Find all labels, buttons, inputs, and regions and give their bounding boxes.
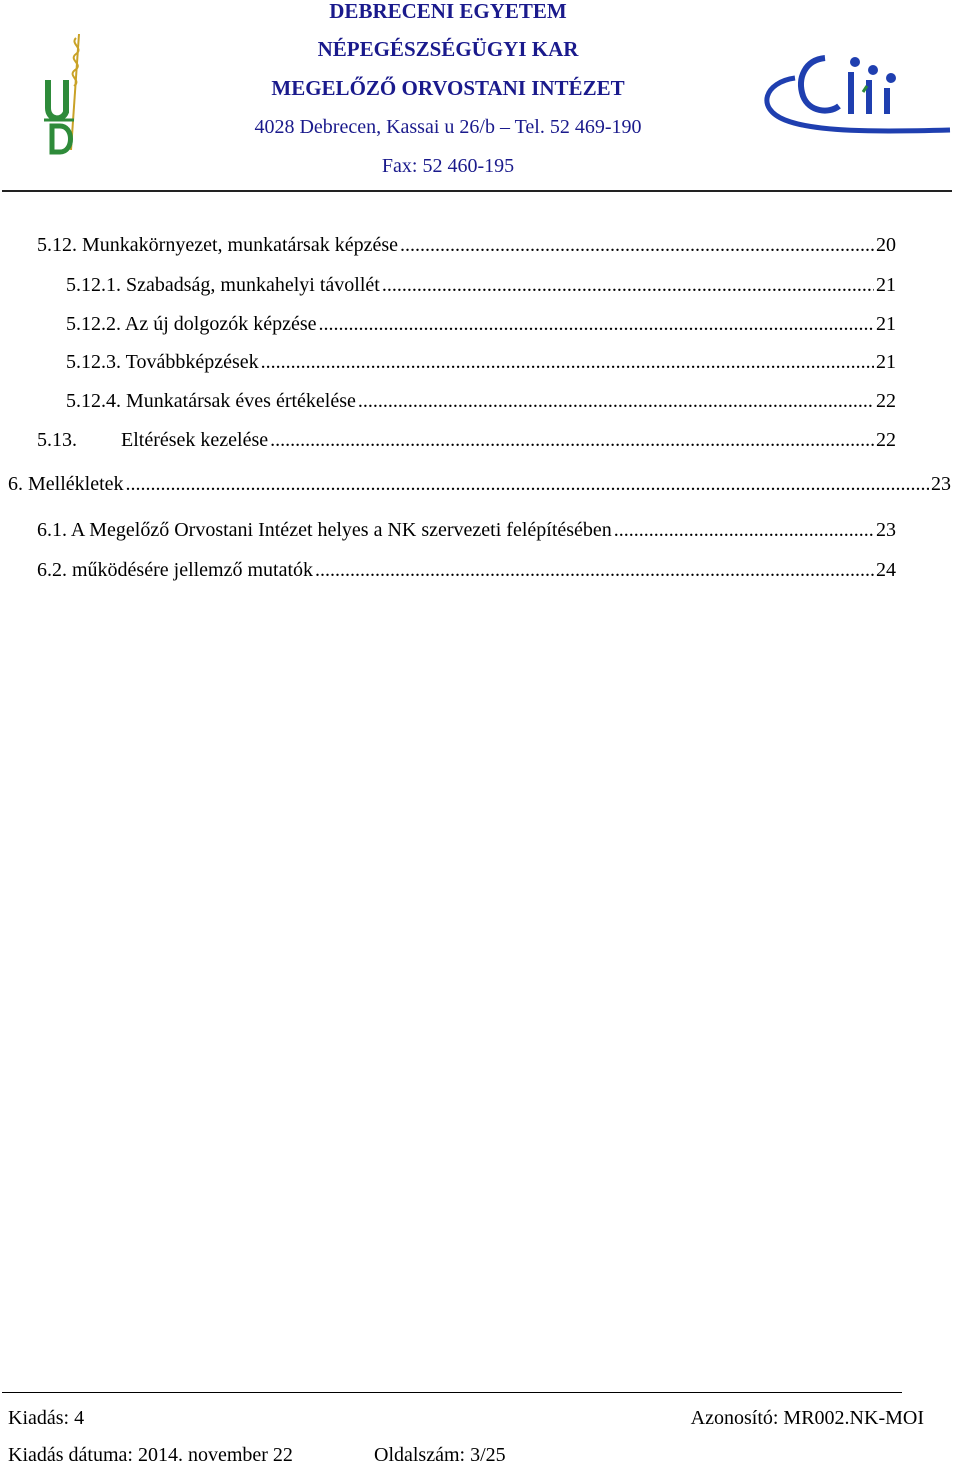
toc-number: 6.1. <box>37 519 67 541</box>
toc-title: Az új dolgozók képzése <box>124 313 317 335</box>
toc-title: működésére jellemző mutatók <box>72 559 314 581</box>
toc-entry[interactable] <box>37 558 896 582</box>
footer-identifier: Azonosító: MR002.NK-MOI <box>690 1407 924 1429</box>
toc-entry[interactable] <box>66 389 896 413</box>
toc-page-number: 23 <box>876 519 896 541</box>
toc-leader <box>319 312 874 336</box>
footer-page-number: Oldalszám: 3/25 <box>374 1444 506 1466</box>
toc-entry[interactable] <box>66 312 896 336</box>
toc-number: 5.12.2. <box>66 313 121 335</box>
toc-number: 6.2. <box>37 559 67 581</box>
header-divider <box>2 190 952 192</box>
toc-title: Munkakörnyezet, munkatársak képzése <box>82 234 398 256</box>
toc-title: Továbbképzések <box>125 351 259 373</box>
toc-leader <box>261 350 874 374</box>
toc-entry[interactable] <box>66 273 896 297</box>
toc-title: A Megelőző Orvostani Intézet helyes a NK szervezeti felépítésében <box>70 519 612 541</box>
header-faculty: NÉPEGÉSZSÉGÜGYI KAR <box>317 37 579 61</box>
toc-leader <box>400 233 874 257</box>
toc-number: 5.13. <box>37 429 77 451</box>
toc-page-number: 22 <box>876 429 896 451</box>
toc-number: 6. <box>8 473 23 495</box>
toc-entry[interactable] <box>66 350 896 374</box>
toc-leader <box>270 428 874 452</box>
toc-leader <box>382 273 874 297</box>
toc-entry[interactable] <box>8 472 951 496</box>
header-address: 4028 Debrecen, Kassai u 26/b – Tel. 52 469-190 <box>254 116 642 138</box>
document-header <box>0 0 960 192</box>
toc-page-number: 21 <box>876 274 896 296</box>
toc-page-number: 24 <box>876 559 896 581</box>
footer-issue: Kiadás: 4 <box>8 1407 85 1429</box>
footer-divider <box>2 1392 902 1393</box>
toc-entry[interactable] <box>37 233 896 257</box>
toc-title: Munkatársak éves értékelése <box>126 390 356 412</box>
toc-number: 5.12.3. <box>66 351 121 373</box>
header-university: DEBRECENI EGYETEM <box>329 0 567 23</box>
toc-leader <box>126 472 929 496</box>
toc-leader <box>358 389 874 413</box>
toc-number: 5.12. <box>37 234 77 256</box>
header-fax: Fax: 52 460-195 <box>381 155 515 177</box>
toc-number: 5.12.1. <box>66 274 121 296</box>
toc-leader <box>614 518 874 542</box>
toc-page-number: 23 <box>931 473 951 495</box>
toc-title: Eltérések kezelése <box>121 429 269 451</box>
footer-issue-date: Kiadás dátuma: 2014. november 22 <box>8 1444 293 1466</box>
toc-page-number: 22 <box>876 390 896 412</box>
toc-leader <box>315 558 874 582</box>
toc-number: 5.12.4. <box>66 390 121 412</box>
toc-title: Szabadság, munkahelyi távollét <box>126 274 380 296</box>
toc-page-number: 21 <box>876 313 896 335</box>
toc-page-number: 20 <box>876 234 896 256</box>
header-institute: MEGELŐZŐ ORVOSTANI INTÉZET <box>271 76 625 100</box>
toc-page-number: 21 <box>876 351 896 373</box>
toc-title: Mellékletek <box>28 473 124 495</box>
toc-entry[interactable] <box>37 518 896 542</box>
toc-entry[interactable] <box>37 428 896 452</box>
